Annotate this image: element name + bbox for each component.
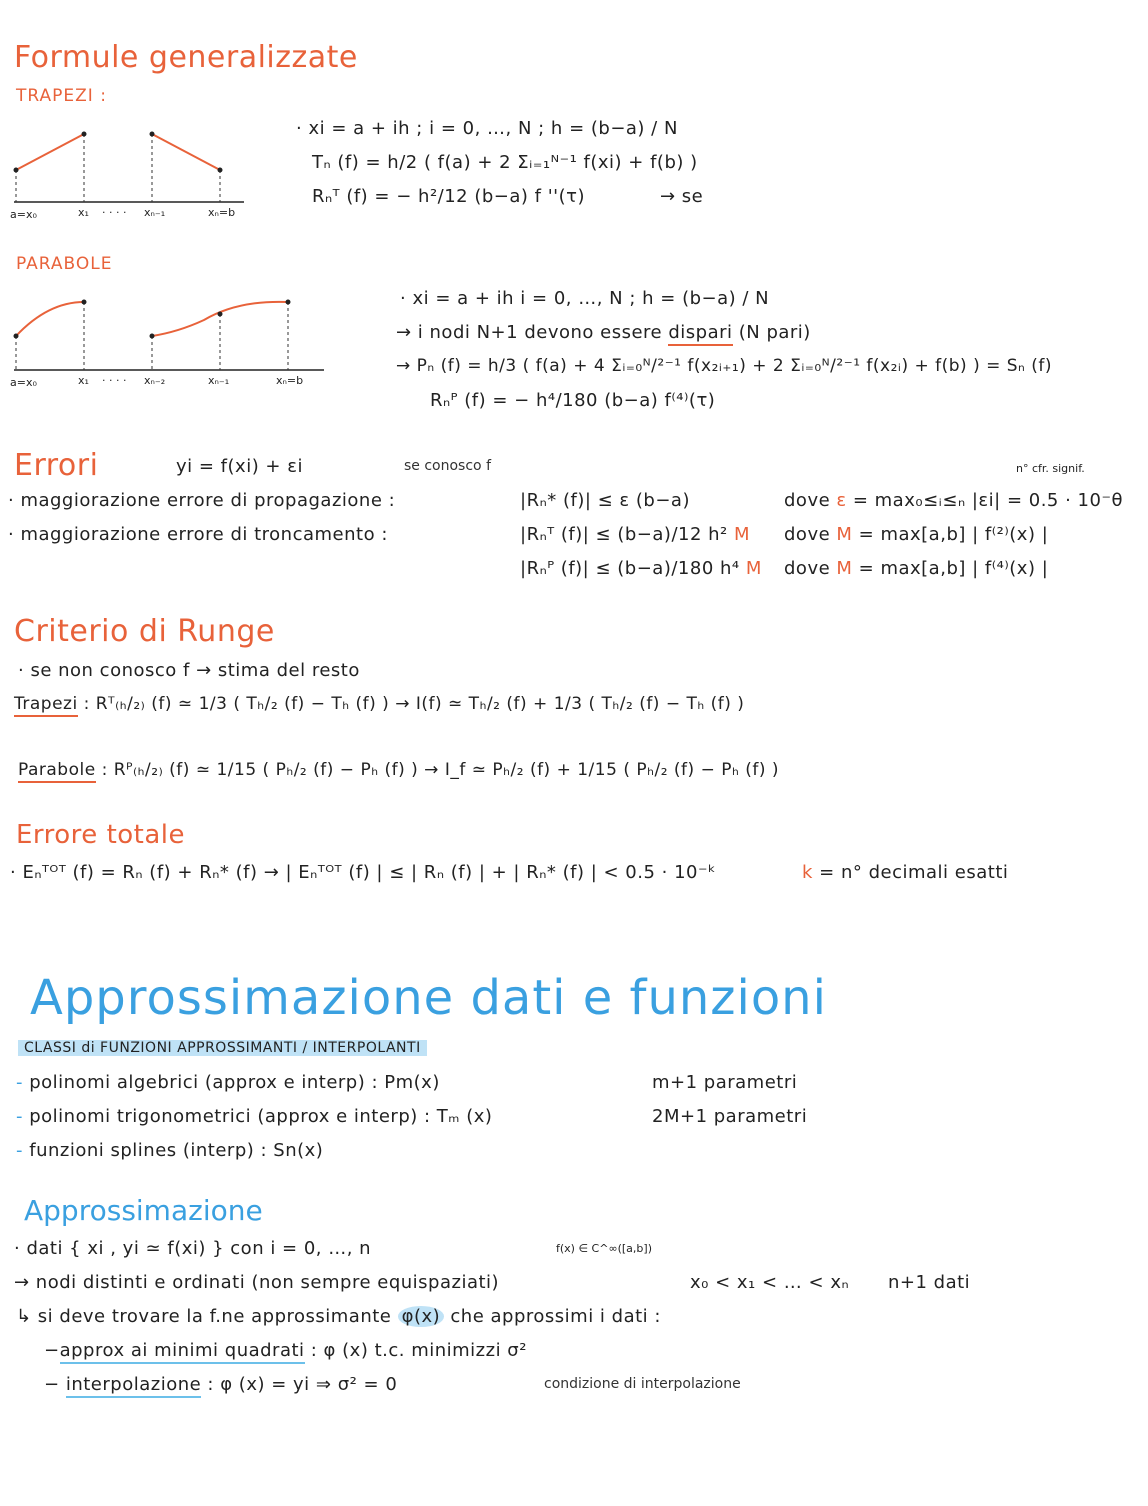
approx-nodi-line: → nodi distinti e ordinati (non sempre equispaziati) <box>14 1272 500 1293</box>
trapezi-formula-R: Rₙᵀ (f) = − h²/12 (b−a) f ''(τ) <box>312 186 585 207</box>
item-text: polinomi trigonometrici (approx e interp) : Tₘ (x) <box>29 1106 493 1127</box>
item-text: polinomi algebrici (approx e interp) : Pm(x) <box>29 1072 440 1093</box>
formula-text: |Rₙᵀ (f)| ≤ (b−a)/12 h² <box>520 524 728 545</box>
where-prefix: dove <box>784 558 837 579</box>
parabole-formula-R: Rₙᴾ (f) = − h⁴/180 (b−a) f⁽⁴⁾(τ) <box>430 390 716 411</box>
approx-subtitle: Approssimazione <box>24 1194 263 1227</box>
runge-trapezi-label: Trapezi <box>14 694 78 717</box>
item-dash: - <box>16 1072 23 1093</box>
parabole-arc-1 <box>16 302 84 336</box>
runge-title: Criterio di Runge <box>14 614 275 649</box>
approx-nodi-order: x₀ < x₁ < … < xₙ <box>690 1272 850 1293</box>
trapezi-segment-2 <box>152 134 220 170</box>
runge-parabole-formula: : Rᴾ₍ₕ/₂₎ (f) ≃ 1/15 ( Pₕ/₂ (f) − Pₕ (f) ) → I_f ≃ Pₕ/₂ (f) + 1/15 ( Pₕ/₂ (f) − Pₕ (f) ) <box>101 760 780 780</box>
errori-title: Errori <box>14 448 99 483</box>
trapezi-tick-b: xₙ=b <box>208 206 236 219</box>
where-suffix: = max[a,b] | f⁽⁴⁾(x) | <box>852 558 1049 579</box>
parabole-nodi-dispari: dispari <box>668 322 732 346</box>
trapezi-formula-T: Tₙ (f) = h/2 ( f(a) + 2 Σᵢ₌₁ᴺ⁻¹ f(xi) + f(b) ) <box>312 152 698 173</box>
approx-classi-label <box>18 1040 427 1056</box>
parabole-nodi-suffix: (N pari) <box>732 322 811 343</box>
parabole-formula-nodes: · xi = a + ih i = 0, …, N ; h = (b−a) / N <box>400 288 770 309</box>
errori-parabole-formula <box>520 558 762 579</box>
runge-trapezi-formula: : Rᵀ₍ₕ/₂₎ (f) ≃ 1/3 ( Tₕ/₂ (f) − Tₕ (f) ) → I(f) ≃ Tₕ/₂ (f) + 1/3 ( Tₕ/₂ (f) − Tₕ (f) ) <box>83 694 745 714</box>
approx-title: Approssimazione dati e funzioni <box>30 970 827 1026</box>
errori-eq: yi = f(xi) + εi <box>176 456 303 477</box>
m-symbol: M <box>734 524 751 545</box>
classi-item-splines <box>16 1140 323 1161</box>
item-dash: - <box>16 1106 23 1127</box>
item-dash: − <box>44 1374 60 1395</box>
where-prefix: dove <box>784 524 837 545</box>
k-symbol: k <box>802 862 813 883</box>
approx-nodi-count: n+1 dati <box>888 1272 971 1293</box>
trapezi-tick-x1: x₁ <box>78 206 89 219</box>
trapezi-arrow-se: → se <box>660 186 704 207</box>
parabole-tick-b: xₙ=b <box>276 374 304 387</box>
m-symbol: M <box>836 524 853 545</box>
approx-interpolazione-line <box>44 1374 397 1395</box>
trapezi-formula-nodes: · xi = a + ih ; i = 0, …, N ; h = (b−a) / N <box>296 118 678 139</box>
runge-trapezi-line <box>14 694 744 714</box>
where-suffix: = max[a,b] | f⁽²⁾(x) | <box>852 524 1049 545</box>
item-dash: − <box>44 1340 60 1361</box>
runge-parabole-label: Parabole <box>18 760 96 783</box>
page-title: Formule generalizzate <box>14 40 358 75</box>
item-dash: - <box>16 1140 23 1161</box>
classi-item-algebrici-params: m+1 parametri <box>652 1072 798 1093</box>
parabole-tick-dots: · · · · <box>102 374 127 387</box>
classi-highlight: CLASSI di FUNZIONI APPROSSIMANTI / INTERPOLANTI <box>18 1040 427 1056</box>
classi-item-trigonometrici <box>16 1106 492 1127</box>
interpolazione-underlined: interpolazione <box>66 1374 201 1398</box>
errori-propagazione-where <box>784 490 1123 511</box>
parabole-tick-x1: x₁ <box>78 374 89 387</box>
errore-totale-k-note <box>802 862 1008 883</box>
trovare-suffix: che approssimi i dati : <box>444 1306 661 1327</box>
item-text: funzioni splines (interp) : Sn(x) <box>29 1140 324 1161</box>
errori-parabole-where <box>784 558 1048 579</box>
approx-interpolazione-note: condizione di interpolazione <box>544 1376 741 1392</box>
classi-item-trigonometrici-params: 2M+1 parametri <box>652 1106 808 1127</box>
errore-totale-title: Errore totale <box>16 820 186 850</box>
k-note-text: = n° decimali esatti <box>812 862 1009 883</box>
m-symbol: M <box>745 558 762 579</box>
m-symbol: M <box>836 558 853 579</box>
trapezi-diagram <box>8 122 256 222</box>
approx-dati-line: · dati { xi , yi ≃ f(xi) } con i = 0, …, n <box>14 1238 372 1259</box>
minimi-quadrati-rest: : φ (x) t.c. minimizzi σ² <box>304 1340 527 1361</box>
phi-highlight: φ(x) <box>398 1306 445 1327</box>
trapezi-label: TRAPEZI : <box>16 86 107 106</box>
trovare-prefix: ↳ si deve trovare la f.ne approssimante <box>16 1306 398 1327</box>
errori-troncamento-where <box>784 524 1048 545</box>
parabole-diagram <box>8 292 328 392</box>
trapezi-tick-dots: · · · · <box>102 206 127 219</box>
runge-intro: · se non conosco f → stima del resto <box>18 660 360 681</box>
runge-parabole-line <box>18 760 779 780</box>
approx-trovare-line <box>16 1306 661 1327</box>
errori-note-cifre: n° cfr. signif. <box>1016 462 1085 475</box>
parabole-tick-a: a=x₀ <box>10 376 37 389</box>
trapezi-tick-xn1: xₙ₋₁ <box>144 206 166 219</box>
interpolazione-rest: : φ (x) = yi ⇒ σ² = 0 <box>201 1374 398 1395</box>
parabole-tick-xn1: xₙ₋₁ <box>208 374 230 387</box>
parabole-tick-xn2: xₙ₋₂ <box>144 374 166 387</box>
errori-propagazione-formula: |Rₙ* (f)| ≤ ε (b−a) <box>520 490 690 511</box>
parabole-nodi-prefix: → i nodi N+1 devono essere <box>396 322 669 343</box>
errori-propagazione-label: · maggiorazione errore di propagazione : <box>8 490 396 511</box>
errori-note-conosco: se conosco f <box>404 458 491 474</box>
where-suffix: = max₀≤ᵢ≤ₙ |εi| = 0.5 · 10⁻θ <box>846 490 1123 511</box>
approx-dati-note: f(x) ∈ C^∞([a,b]) <box>556 1242 652 1255</box>
errori-troncamento-label: · maggiorazione errore di troncamento : <box>8 524 388 545</box>
approx-minimi-quadrati-line <box>44 1340 527 1361</box>
formula-text: |Rₙᴾ (f)| ≤ (b−a)/180 h⁴ <box>520 558 740 579</box>
trapezi-tick-a: a=x₀ <box>10 208 37 221</box>
parabole-label: PARABOLE <box>16 254 113 274</box>
errori-troncamento-formula <box>520 524 750 545</box>
parabole-nodi-line <box>396 322 811 343</box>
parabole-arc-2 <box>152 302 288 336</box>
where-prefix: dove <box>784 490 837 511</box>
parabole-formula-P: → Pₙ (f) = h/3 ( f(a) + 4 Σᵢ₌₀ᴺ/²⁻¹ f(x₂ᵢ₊₁) + 2 Σᵢ₌₀ᴺ/²⁻¹ f(x₂ᵢ) + f(b) ) = Sₙ (f) <box>396 356 1052 376</box>
trapezi-segment-1 <box>16 134 84 170</box>
classi-item-algebrici <box>16 1072 440 1093</box>
minimi-quadrati-underlined: approx ai minimi quadrati <box>60 1340 305 1364</box>
errore-totale-formula: · Eₙᵀᴼᵀ (f) = Rₙ (f) + Rₙ* (f) → | Eₙᵀᴼᵀ (f) | ≤ | Rₙ (f) | + | Rₙ* (f) | < 0.5 · 10⁻ᵏ <box>10 862 717 883</box>
epsilon-symbol: ε <box>836 490 847 511</box>
